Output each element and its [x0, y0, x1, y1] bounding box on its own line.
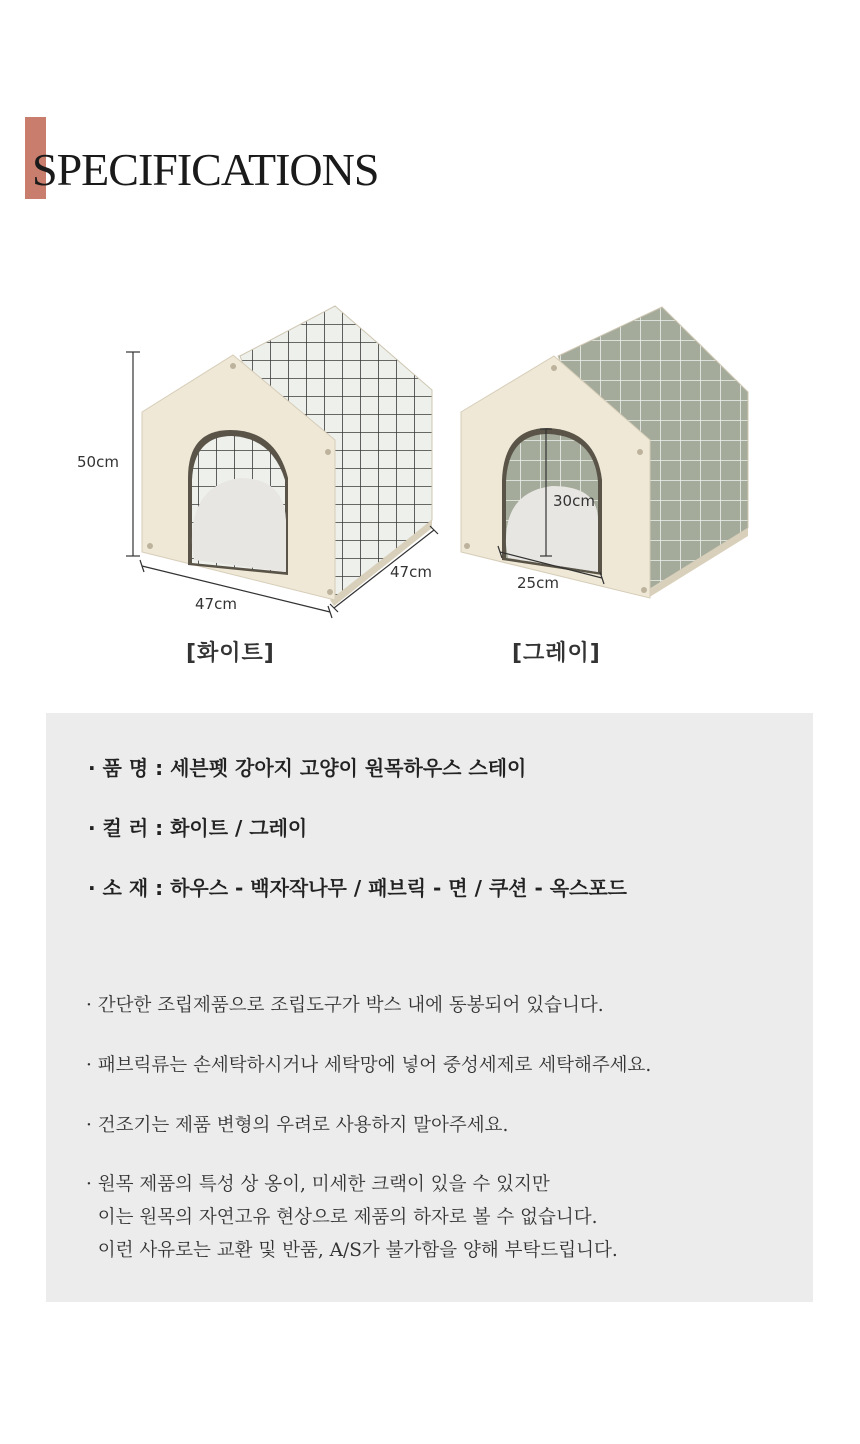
variant-label-white: [화이트] [186, 641, 275, 666]
gray-door-height-label: 30cm [553, 492, 595, 510]
gray-door-width-label: 25cm [517, 574, 559, 592]
note-dryer: · 건조기는 제품 변형의 우려로 사용하지 말아주세요. [86, 1115, 509, 1136]
product-dimension-figure [0, 290, 860, 630]
white-house-image [142, 306, 432, 606]
white-depth-label: 47cm [390, 563, 432, 581]
variant-label-gray: [그레이] [512, 641, 601, 666]
note-washing: · 패브릭류는 손세탁하시거나 세탁망에 넣어 중성세제로 세탁해주세요. [86, 1055, 652, 1076]
page-title: SPECIFICATIONS [32, 144, 379, 195]
spec-product-name: · 품 명 : 세븐펫 강아지 고양이 원목하우스 스테이 [88, 756, 527, 780]
note-assembly: · 간단한 조립제품으로 조립도구가 박스 내에 동봉되어 있습니다. [86, 995, 604, 1016]
spec-color: · 컬 러 : 화이트 / 그레이 [88, 816, 308, 840]
white-height-label: 50cm [77, 453, 119, 471]
white-height-dimension [126, 352, 140, 556]
spec-material: · 소 재 : 하우스 - 백자작나무 / 패브릭 - 면 / 쿠션 - 옥스포드 [88, 876, 627, 900]
white-width-label: 47cm [195, 595, 237, 613]
gray-house-image [461, 307, 748, 598]
note-wood-characteristics: · 원목 제품의 특성 상 옹이, 미세한 크랙이 있을 수 있지만 이는 원목의 자연고유 현상으로 제품의 하자로 볼 수 없습니다. 이런 사유로는 교환 및 반품, A/S가 불가함을 양해 부탁드립니다. [86, 1174, 618, 1261]
